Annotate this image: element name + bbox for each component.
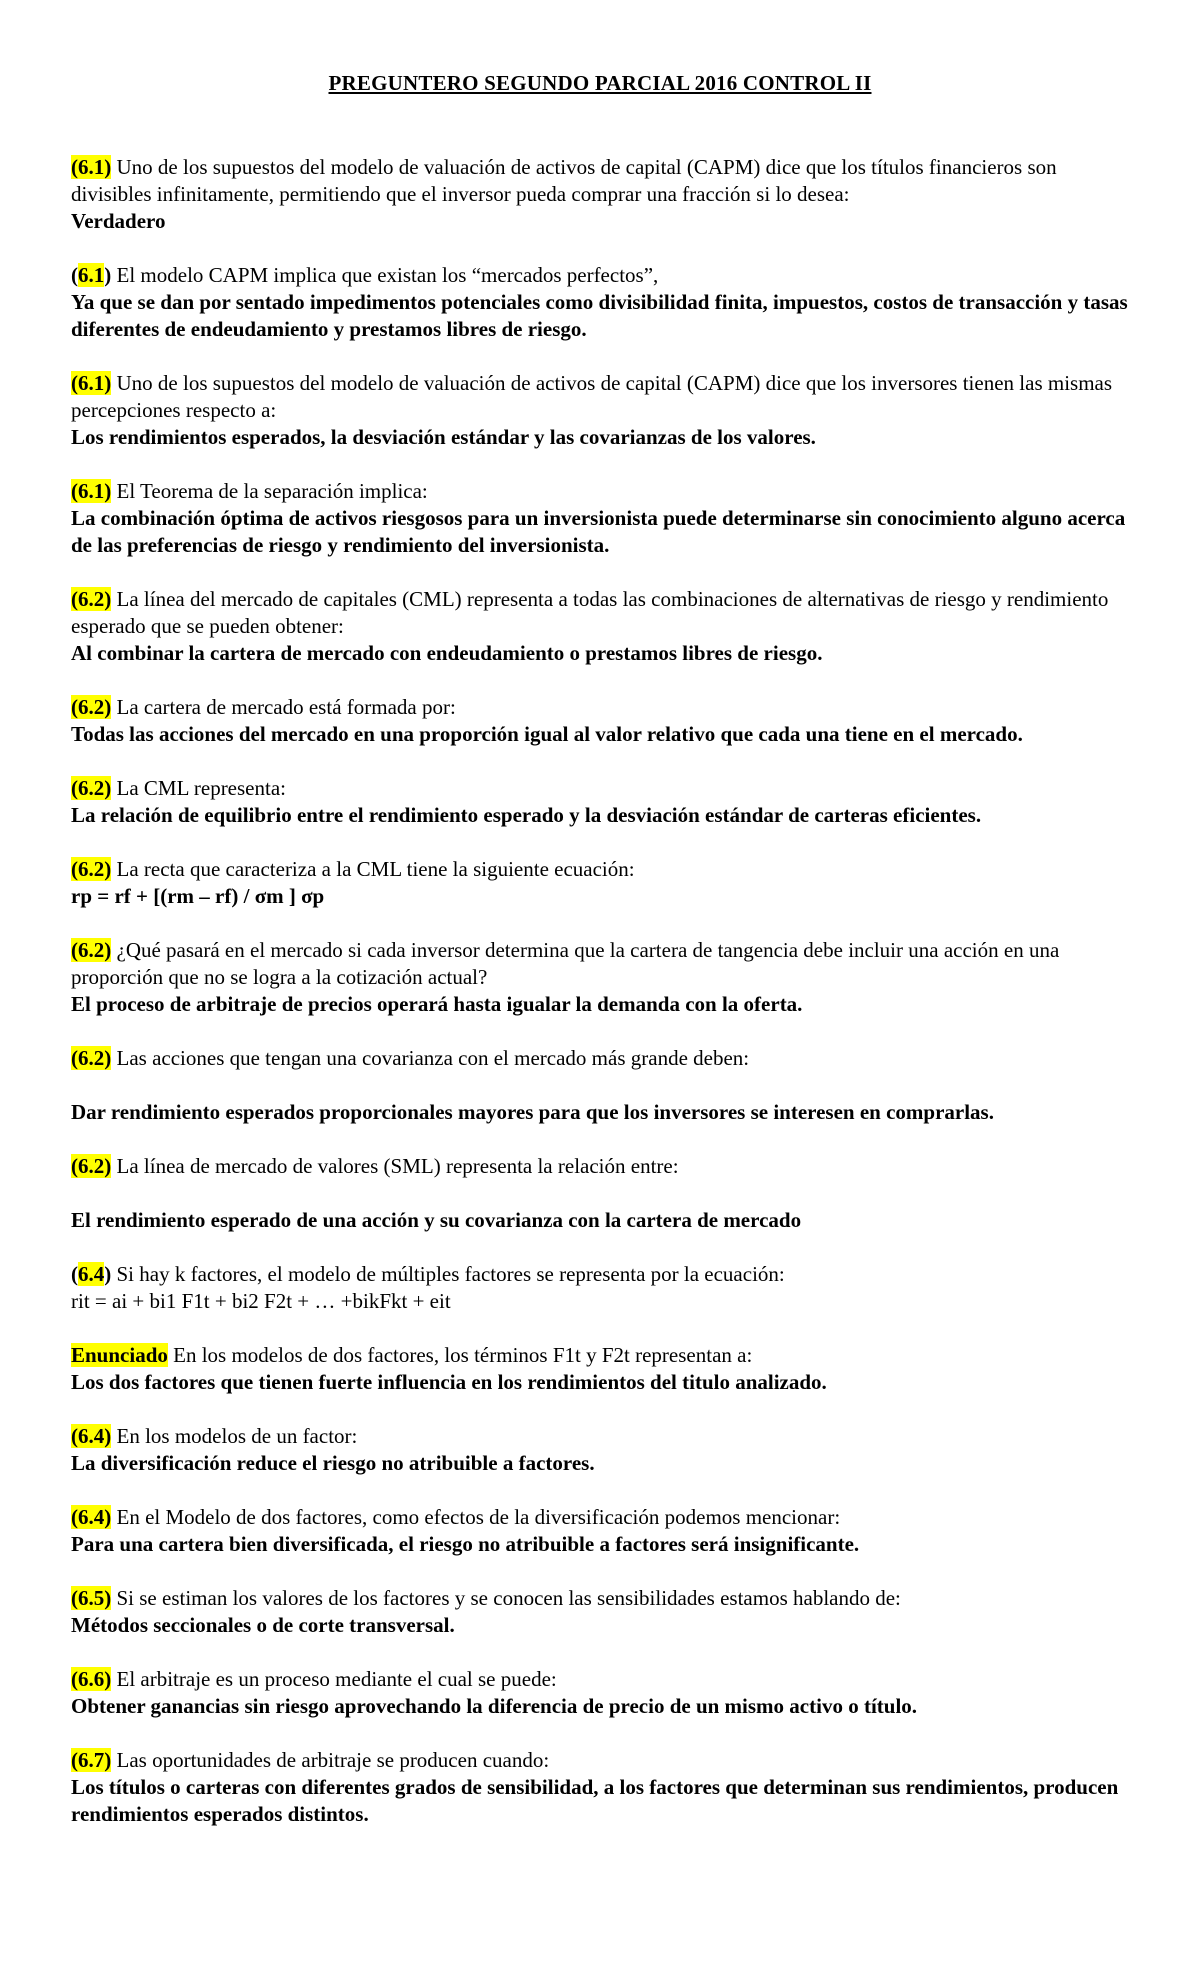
- question-text: (6.1) Uno de los supuestos del modelo de valuación de activos de capital (CAPM) dice que los títulos financieros son divisibles infinitamente, permitiendo que el inversor pueda comprar una fracción si lo desea:: [71, 155, 1057, 206]
- question-item: [71, 1261, 1141, 1315]
- model-equation: rit = ai + bi1 F1t + bi2 F2t + … +bikFkt + eit: [71, 1289, 451, 1313]
- answer-text: La relación de equilibrio entre el rendimiento esperado y la desviación estándar de carteras eficientes.: [71, 803, 982, 827]
- section-tag: (6.5): [71, 1586, 112, 1610]
- question-text: (6.4) En el Modelo de dos factores, como efectos de la diversificación podemos mencionar:: [71, 1505, 841, 1529]
- question-text: (6.2) Las acciones que tengan una covarianza con el mercado más grande deben:: [71, 1046, 750, 1070]
- question-item: [71, 1747, 1141, 1828]
- question-item: [71, 937, 1141, 1018]
- question-item: [71, 694, 1141, 748]
- answer-text: Los títulos o carteras con diferentes grados de sensibilidad, a los factores que determinan sus rendimientos, producen rendimientos esperados distintos.: [71, 1775, 1119, 1826]
- section-tag: (6.2): [71, 1154, 112, 1178]
- answer-text: La combinación óptima de activos riesgosos para un inversionista puede determinarse sin conocimiento alguno acerca de las preferencias de riesgo y rendimiento del inversionista.: [71, 506, 1126, 557]
- question-text: (6.2) La línea de mercado de valores (SML) representa la relación entre:: [71, 1154, 679, 1178]
- section-tag: (6.4): [71, 1505, 112, 1529]
- answer-text: La diversificación reduce el riesgo no atribuible a factores.: [71, 1451, 595, 1475]
- question-item: [71, 262, 1141, 343]
- question-item: [71, 1045, 1141, 1126]
- question-list: [71, 154, 1141, 1855]
- section-tag: (6.1): [71, 479, 112, 503]
- section-tag: (6.1): [71, 371, 112, 395]
- question-item: [71, 478, 1141, 559]
- section-tag: (6.6): [71, 1667, 112, 1691]
- question-item: [71, 1153, 1141, 1234]
- question-text: (6.1) El modelo CAPM implica que existan los “mercados perfectos”,: [71, 263, 659, 287]
- question-text: Enunciado En los modelos de dos factores, los términos F1t y F2t representan a:: [71, 1343, 753, 1367]
- section-tag: Enunciado: [71, 1343, 168, 1367]
- question-text: (6.2) La línea del mercado de capitales (CML) representa a todas las combinaciones de alternativas de riesgo y rendimiento esperado que se pueden obtener:: [71, 587, 1109, 638]
- section-tag: (6.2): [71, 938, 112, 962]
- answer-text: El rendimiento esperado de una acción y su covarianza con la cartera de mercado: [71, 1208, 802, 1232]
- section-tag: (6.4): [71, 1262, 112, 1286]
- question-text: (6.2) La cartera de mercado está formada por:: [71, 695, 456, 719]
- answer-text: Los dos factores que tienen fuerte influencia en los rendimientos del titulo analizado.: [71, 1370, 827, 1394]
- question-text: (6.6) El arbitraje es un proceso mediante el cual se puede:: [71, 1667, 557, 1691]
- answer-text: Dar rendimiento esperados proporcionales mayores para que los inversores se interesen en comprarlas.: [71, 1100, 994, 1124]
- question-item: [71, 1342, 1141, 1396]
- question-item: [71, 586, 1141, 667]
- question-text: (6.4) En los modelos de un factor:: [71, 1424, 358, 1448]
- section-tag: (6.7): [71, 1748, 112, 1772]
- answer-text: Ya que se dan por sentado impedimentos potenciales como divisibilidad finita, impuestos, costos de transacción y tasas diferentes de endeudamiento y prestamos libres de riesgo.: [71, 290, 1128, 341]
- question-text: (6.1) Uno de los supuestos del modelo de valuación de activos de capital (CAPM) dice que los inversores tienen las mismas percepciones respecto a:: [71, 371, 1113, 422]
- question-text: (6.7) Las oportunidades de arbitraje se producen cuando:: [71, 1748, 550, 1772]
- answer-equation: rp = rf + [(rm – rf) / σm ] σp: [71, 884, 325, 908]
- question-item: [71, 1504, 1141, 1558]
- question-text: (6.2) ¿Qué pasará en el mercado si cada inversor determina que la cartera de tangencia debe incluir una acción en una proporción que no se logra a la cotización actual?: [71, 938, 1060, 989]
- question-item: [71, 1666, 1141, 1720]
- question-item: [71, 1585, 1141, 1639]
- section-tag: (6.1): [71, 155, 112, 179]
- section-tag: (6.2): [71, 776, 112, 800]
- answer-text: Todas las acciones del mercado en una proporción igual al valor relativo que cada una tiene en el mercado.: [71, 722, 1023, 746]
- answer-text: Métodos seccionales o de corte transversal.: [71, 1613, 455, 1637]
- question-text: (6.2) La recta que caracteriza a la CML tiene la siguiente ecuación:: [71, 857, 635, 881]
- answer-text: Al combinar la cartera de mercado con endeudamiento o prestamos libres de riesgo.: [71, 641, 823, 665]
- question-text: (6.1) El Teorema de la separación implica:: [71, 479, 428, 503]
- section-tag: (6.1): [71, 263, 112, 287]
- question-item: [71, 856, 1141, 910]
- section-tag: (6.2): [71, 1046, 112, 1070]
- page-title: PREGUNTERO SEGUNDO PARCIAL 2016 CONTROL II: [328, 71, 872, 95]
- question-item: [71, 775, 1141, 829]
- answer-text: Para una cartera bien diversificada, el riesgo no atribuible a factores será insignificante.: [71, 1532, 860, 1556]
- question-text: (6.4) Si hay k factores, el modelo de múltiples factores se representa por la ecuación:: [71, 1262, 785, 1286]
- answer-text: Obtener ganancias sin riesgo aprovechando la diferencia de precio de un mismo activo o título.: [71, 1694, 918, 1718]
- answer-text: El proceso de arbitraje de precios operará hasta igualar la demanda con la oferta.: [71, 992, 803, 1016]
- section-tag: (6.2): [71, 587, 112, 611]
- section-tag: (6.2): [71, 857, 112, 881]
- question-item: [71, 154, 1141, 235]
- question-text: (6.5) Si se estiman los valores de los factores y se conocen las sensibilidades estamos hablando de:: [71, 1586, 901, 1610]
- section-tag: (6.2): [71, 695, 112, 719]
- question-text: (6.2) La CML representa:: [71, 776, 286, 800]
- question-item: [71, 1423, 1141, 1477]
- answer-text: Los rendimientos esperados, la desviación estándar y las covarianzas de los valores.: [71, 425, 816, 449]
- question-item: [71, 370, 1141, 451]
- answer-text: Verdadero: [71, 209, 166, 233]
- section-tag: (6.4): [71, 1424, 112, 1448]
